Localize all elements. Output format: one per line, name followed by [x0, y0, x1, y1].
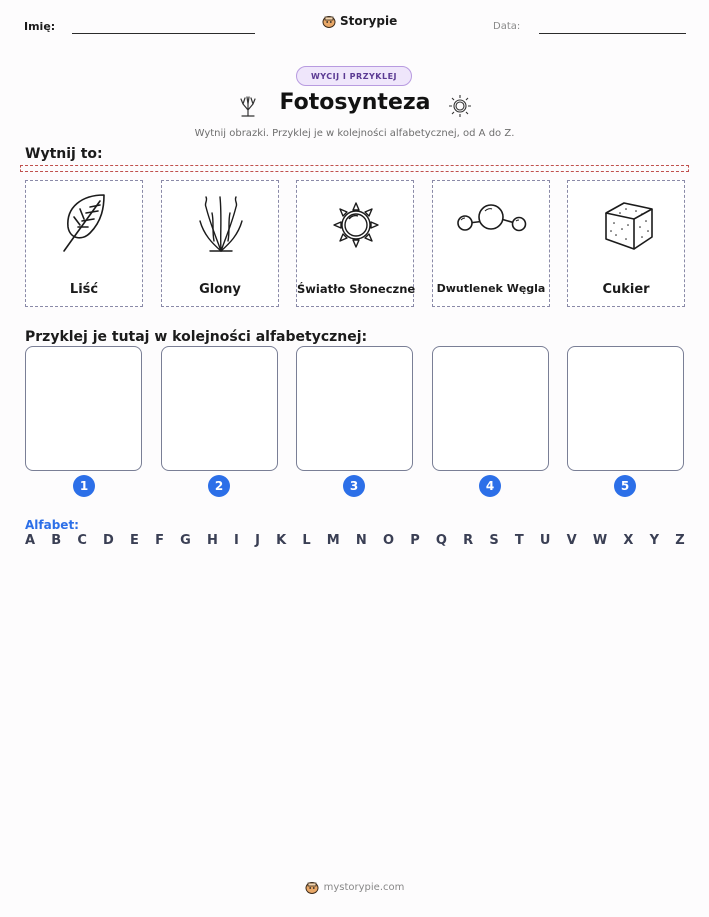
footer-url: mystorypie.com [323, 881, 405, 893]
alphabet-letter: H [206, 533, 218, 548]
cut-card-leaf[interactable] [25, 180, 143, 307]
alphabet-letter: V [566, 533, 577, 548]
alphabet-letter: T [514, 533, 524, 548]
brand-logo [322, 14, 397, 28]
alphabet-letter: P [410, 533, 420, 548]
alphabet-letter: U [539, 533, 551, 548]
slot-number-badge: 5 [614, 475, 636, 497]
brand-name: Storypie [340, 14, 398, 28]
slot-number-badge: 2 [208, 475, 230, 497]
paste-slot-1[interactable] [25, 346, 142, 471]
alphabet-letter: K [276, 533, 287, 548]
alphabet-letter: A [25, 533, 36, 548]
date-line [539, 33, 686, 34]
alphabet-heading: Alfabet: [25, 518, 79, 532]
name-line [72, 33, 255, 34]
date-label: Data: [493, 21, 521, 32]
alphabet-letter: E [130, 533, 139, 548]
cut-card-sunlight[interactable] [296, 180, 414, 307]
paste-heading: Przyklej je tutaj w kolejności alfabetycznej: [25, 329, 368, 345]
card-label: Liść [69, 282, 99, 297]
alphabet-letter: C [77, 533, 87, 548]
cut-line [20, 165, 689, 172]
paste-slot-2[interactable] [161, 346, 278, 471]
card-label: Cukier [602, 282, 650, 297]
storypie-mascot-icon [305, 880, 319, 894]
alphabet-letter: B [51, 533, 62, 548]
instructions: Wytnij obrazki. Przyklej je w kolejności alfabetycznej, od A do Z. [194, 128, 515, 139]
page-title: Fotosynteza [279, 90, 431, 115]
paste-slot-3[interactable] [296, 346, 413, 471]
sun-icon [331, 191, 381, 255]
paste-slot-4[interactable] [432, 346, 549, 471]
leaf-icon [60, 191, 110, 255]
alphabet-row [25, 533, 685, 548]
alphabet-letter: N [355, 533, 367, 548]
name-label: Imię: [24, 20, 56, 33]
alphabet-letter: F [155, 533, 164, 548]
alphabet-letter: G [180, 533, 191, 548]
slot-number-badge: 4 [479, 475, 501, 497]
alphabet-letter: S [489, 533, 499, 548]
storypie-mascot-icon [322, 14, 336, 28]
slot-number-badge: 3 [343, 475, 365, 497]
paste-slot-5[interactable] [567, 346, 684, 471]
alphabet-letter: W [592, 533, 608, 548]
card-label: Dwutlenek Węgla [436, 282, 546, 295]
alphabet-letter: Z [675, 533, 685, 548]
alphabet-letter: Q [435, 533, 447, 548]
card-label: Światło Słoneczne [297, 282, 416, 296]
alphabet-letter: O [382, 533, 395, 548]
cut-heading: Wytnij to: [25, 146, 103, 162]
alphabet-letter: D [103, 533, 114, 548]
alphabet-letter: R [463, 533, 474, 548]
cut-card-algae[interactable] [161, 180, 279, 307]
molecule-icon [455, 191, 529, 255]
sugar-cube-icon [602, 191, 656, 255]
sun-small-icon [448, 94, 472, 118]
alphabet-letter: I [234, 533, 239, 548]
cut-card-sugar[interactable] [567, 180, 685, 307]
card-label: Glony [199, 282, 241, 297]
alphabet-letter: L [302, 533, 311, 548]
alphabet-letter: M [326, 533, 340, 548]
alphabet-letter: Y [649, 533, 660, 548]
footer [0, 880, 709, 894]
slot-number-badge: 1 [73, 475, 95, 497]
cut-card-co2[interactable] [432, 180, 550, 307]
alphabet-letter: J [255, 533, 260, 548]
alphabet-letter: X [623, 533, 634, 548]
activity-badge: WYCIJ I PRZYKLEJ [296, 66, 412, 86]
algae-icon [196, 191, 246, 255]
